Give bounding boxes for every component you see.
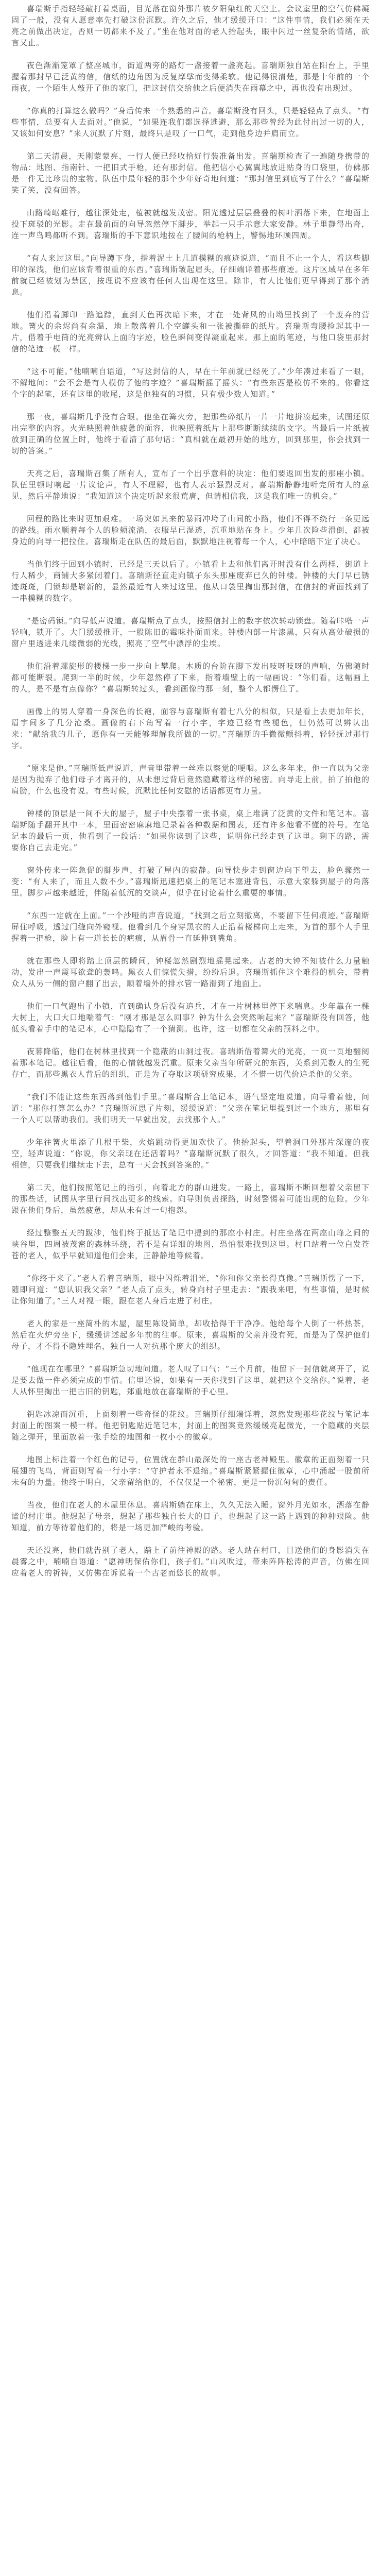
paragraph: 地图上标注着一个红色的记号，位置就在群山最深处的一座古老神殿里。徽章的正面刻着一只展翅的飞鸟，背面则写着一行小字：“守护者永不退缩。”喜瑞斯紧紧握住徽章，心中涌起一股前所未有的力量。他终于明白，父亲留给他的，不仅仅是一个秘密，更是一份沉甸甸的责任。 — [11, 1455, 370, 1487]
paragraph: “你真的打算这么做吗？”身后传来一个熟悉的声音。喜瑞斯没有回头，只是轻轻点了点头。“有些事情，总要有人去面对。”他说，“如果连我们都选择逃避，那么那些曾经为此付出过一切的人，又该如何安息？”来人沉默了片刻，最终只是叹了一口气，走到他身边并肩而立。 — [11, 106, 370, 138]
paragraph: “你终于来了。”老人看着喜瑞斯，眼中闪烁着泪光，“你和你父亲长得真像。”喜瑞斯愣了一下，随即问道：“您认识我父亲？”老人点了点头，转身向村子里走去：“跟我来吧，有些事情，是时候让你知道了。”三人对视一眼，跟在老人身后走进了村庄。 — [11, 1274, 370, 1306]
paragraph: 当夜，他们在老人的木屋里休息。喜瑞斯躺在床上，久久无法入睡。窗外月光如水，洒落在静谧的村庄里。他想起了母亲，想起了那些独自长大的日子，也想起了这一路上遇到的种种艰险。他知道，前方等待着他们的，将是一场更加严峻的考验。 — [11, 1500, 370, 1532]
paragraph: 天还没亮，他们就告别了老人，踏上了前往神殿的路。老人站在村口，目送他们的身影消失在晨雾之中，喃喃自语道：“愿神明保佑你们，孩子们。”山风吹过，带来阵阵松涛的声音，仿佛在回应着老人的祈祷，又仿佛在诉说着一个古老而悠长的故事。 — [11, 1546, 370, 1578]
paragraph: 回程的路比来时更加艰难。一场突如其来的暴雨冲垮了山间的小路，他们不得不绕行一条更远的路线。雨水顺着每个人的脸颊流淌，衣服早已湿透，沉重地贴在身上。少年几次险些滑倒，都被身边的向导一把拉住。喜瑞斯走在队伍的最后面，默默地注视着每一个人，心中暗暗下定了决心。 — [11, 514, 370, 546]
paragraph: 经过整整五天的跋涉，他们终于抵达了笔记中提到的那座小村庄。村庄坐落在两座山峰之间的峡谷里，四周被茂密的森林环绕，若不是有详细的地图，恐怕很难找到这里。村口站着一位白发苍苍的老人，似乎早就知道他们会来，正静静地等候着。 — [11, 1228, 370, 1260]
paragraph: 第二天清晨，天刚蒙蒙亮，一行人便已经收拾好行装准备出发。喜瑞斯检查了一遍随身携带的物品：地图、指南针、一把旧式手枪，还有那封信。他把信小心翼翼地放进贴身的口袋里，仿佛那是一件无比珍贵的宝物。队伍中最年轻的那个少年好奇地问道：“那封信里到底写了什么？”喜瑞斯笑了笑，没有回答。 — [11, 151, 370, 195]
paragraph: 山路崎岖难行，越往深处走，植被就越发茂密。阳光透过层层叠叠的树叶洒落下来，在地面上投下斑驳的光影。走在最前面的向导忽然停下脚步，举起一只手示意大家安静。林子里静得出奇，连一声鸟鸣都听不到。喜瑞斯的手下意识地按在了腰间的枪柄上，警惕地环顾四周。 — [11, 208, 370, 240]
paragraph: 画像上的男人穿着一身深色的长袍，面容与喜瑞斯有着七八分的相似，只是看上去更加年长，眉宇间多了几分沧桑。画像的右下角写着一行小字，字迹已经有些褪色，但仍然可以辨认出来：“献给我的儿子，愿你有一天能够理解我所做的一切。”喜瑞斯的手微微颤抖着，轻轻抚过那行字。 — [11, 707, 370, 750]
paragraph: “这不可能。”他喃喃自语道，“写这封信的人，早在十年前就已经死了。”少年凑过来看了一眼，不解地问：“会不会是有人模仿了他的字迹？”喜瑞斯摇了摇头：“有些东西是模仿不来的。你看这个字的起笔，还有这里的收尾，这是他独有的习惯，只有极少数人知道。” — [11, 367, 370, 399]
paragraph: “我们不能让这些东西落到他们手里。”喜瑞斯合上笔记本，语气坚定地说道。向导看着他，问道：“那你打算怎么办？”喜瑞斯沉思了片刻，缓缓说道：“父亲在笔记里提到过一个地方，那里有一个人可以帮助我们。我们明天一早就出发，去找那个人。” — [11, 1092, 370, 1124]
paragraph: 那一夜，喜瑞斯几乎没有合眼。他坐在篝火旁，把那些碎纸片一片一片地拼凑起来，试图还原出完整的内容。火光映照着他疲惫的面容，也映照着纸片上那些断断续续的文字。当最后一片纸被放到正确的位置上时，他终于看清了那句话：“真相就在最初开始的地方，回到那里，你会找到一切的答案。” — [11, 412, 370, 455]
paragraph: 他们沿着螺旋形的楼梯一步一步向上攀爬。木质的台阶在脚下发出吱呀吱呀的声响，仿佛随时都可能断裂。爬到一半的时候，少年忽然停了下来，指着墙壁上的一幅画说：“你们看，这幅画上的人，是不是有点像你？”喜瑞斯转过头，看到画像的那一刻，整个人都愣住了。 — [11, 662, 370, 693]
paragraph: 就在那些人即将踏上顶层的瞬间，钟楼忽然剧烈地摇晃起来。古老的大钟不知被什么力量触动，发出一声震耳欲聋的轰鸣。黑衣人们惊慌失措，纷纷后退。喜瑞斯抓住这个难得的机会，带着众人从另一侧的窗户翻了出去，顺着墙外的排水管一路滑到了地面上。 — [11, 956, 370, 988]
paragraph: 喜瑞斯手指轻轻敲打着桌面，目光落在窗外那片被夕阳染红的天空上。会议室里的空气仿佛凝固了一般，没有人愿意率先打破这份沉默。许久之后，他才缓缓开口：“这件事情，我们必须在天亮之前做出决定，否则一切都来不及了。”坐在他对面的老人抬起头，眼中闪过一丝复杂的情绪，欲言又止。 — [11, 4, 370, 47]
paragraph: 老人的家是一座简朴的木屋，屋里陈设简单，却收拾得干干净净。他给每个人倒了一杯热茶，然后在火炉旁坐下，缓缓讲述起多年前的往事。原来，喜瑞斯的父亲并没有死，而是为了保护他们母子，才不得不隐姓埋名，独自一人对抗那个庞大的组织。 — [11, 1319, 370, 1351]
paragraph: “东西一定就在上面。”一个沙哑的声音说道，“找到之后立刻撤离，不要留下任何痕迹。”喜瑞斯屏住呼吸，透过门缝向外窥视。他看到几个身穿黑衣的人正沿着楼梯向上走来，为首的那个人手里握着一把枪，脸上有一道长长的疤痕，从眉骨一直延伸到嘴角。 — [11, 911, 370, 943]
paragraph: “原来是他。”喜瑞斯低声说道，声音里带着一丝难以察觉的哽咽。这么多年来，他一直以为父亲是因为抛弃了他们母子才离开的，从未想过背后竟然隐藏着这样的秘密。向导走上前，拍了拍他的肩膀，什么也没有说。有些时候，沉默比任何安慰的话语都更有力量。 — [11, 764, 370, 795]
paragraph: “有人来过这里。”向导蹲下身，指着泥土上几道模糊的痕迹说道，“而且不止一个人，看这些脚印的深浅，他们应该背着很重的东西。”喜瑞斯皱起眉头，仔细端详着那些痕迹。这片区域早在多年前就已经被划为禁区，按理说不应该有任何人出现在这里。除非，有人比他们更早得到了那个消息。 — [11, 253, 370, 297]
paragraph: 夜幕降临，他们在树林里找到一个隐蔽的山洞过夜。喜瑞斯借着篝火的光亮，一页一页地翻阅着那本笔记。越往后看，他的心情就越发沉重。原来父亲当年所研究的东西，关系到无数人的生死存亡，而那些黑衣人背后的组织，正是为了夺取这项研究成果，才不惜一切代价追杀他的父亲。 — [11, 1047, 370, 1079]
paragraph: 窗外传来一阵急促的脚步声，打破了屋内的寂静。向导快步走到窗边向下望去，脸色骤然一变：“有人来了，而且人数不少。”喜瑞斯迅速把桌上的笔记本塞进背包，示意大家躲到屋子的角落里。脚步声越来越近，伴随着低沉的交谈声，似乎在讨论着什么重要的事情。 — [11, 866, 370, 897]
paragraph: “是密码锁。”向导低声说道。喜瑞斯点了点头，按照信封上的数字依次转动锁盘。随着咔嗒一声轻响，锁开了。大门缓缓推开，一股陈旧的霉味扑面而来。钟楼内部一片漆黑，只有从高处破损的窗户里透进来几缕微弱的光线，照亮了空气中漂浮的尘埃。 — [11, 616, 370, 648]
paragraph: 他们沿着脚印一路追踪，直到天色再次暗下来，才在一处背风的山坳里找到了一个废弃的营地。篝火的余烬尚有余温，地上散落着几个空罐头和一张被撕碎的纸片。喜瑞斯弯腰捡起其中一片，借着手电筒的光亮辨认上面的字迹，脸色瞬间变得凝重起来。那上面的笔迹，与他口袋里那封信的笔迹一模一样。 — [11, 310, 370, 353]
paragraph: 夜色渐渐笼罩了整座城市，街道两旁的路灯一盏接着一盏亮起。喜瑞斯独自站在阳台上，手里握着那封早已泛黄的信，信纸的边角因为反复摩挲而变得柔软。他记得很清楚，那是十年前的一个雨夜，一个陌生人敲开了他的家门，把这封信交给他之后便消失在雨幕之中，再也没有出现过。 — [11, 61, 370, 93]
paragraph: 他们一口气跑出了小镇，直到确认身后没有追兵，才在一片树林里停下来喘息。少年靠在一棵大树上，大口大口地喘着气：“刚才那是怎么回事？钟为什么会突然响起来？”喜瑞斯没有回答，他低头看着手中的笔记本，心中隐隐有了一个猜测。也许，这一切都在父亲的预料之中。 — [11, 1002, 370, 1033]
paragraph: 天亮之后，喜瑞斯召集了所有人，宣布了一个出乎意料的决定：他们要返回出发的那座小镇。队伍里顿时响起一片议论声，有人不理解，也有人表示强烈反对。喜瑞斯静静地听完所有人的意见，然后平静地说：“我知道这个决定听起来很荒唐，但请相信我，这是我们唯一的机会。” — [11, 469, 370, 501]
paragraph: 少年往篝火里添了几根干柴，火焰跳动得更加欢快了。他抬起头，望着洞口外那片深邃的夜空，轻声说道：“你说，你父亲现在还活着吗？”喜瑞斯沉默了很久，才回答道：“我不知道。但我相信，只要我们继续走下去，总有一天会找到答案的。” — [11, 1138, 370, 1170]
paragraph: 钥匙冰凉而沉重，上面刻着一些奇怪的花纹。喜瑞斯仔细端详着，忽然发现那些花纹与笔记本封面上的图案一模一样。他把钥匙贴近笔记本，封面上的图案竟然缓缓亮起微光，一个隐藏的夹层随之弹开，里面放着一张手绘的地图和一枚小小的徽章。 — [11, 1410, 370, 1442]
paragraph: 钟楼的顶层是一间不大的屋子，屋子中央摆着一张书桌，桌上堆满了泛黄的文件和笔记本。喜瑞斯随手翻开其中一本，里面密密麻麻地记录着各种数据和图表，还有许多他看不懂的符号。在笔记本的最后一页，他看到了一段话：“如果你读到了这些，说明你已经走到了这里。剩下的路，需要你自己去走完。” — [11, 809, 370, 852]
paragraph: “他现在在哪里？”喜瑞斯急切地问道。老人叹了口气：“三个月前，他留下一封信就离开了，说是要去做一件必须完成的事情。信里还说，如果有一天你找到了这里，就把这个交给你。”说着，老人从怀里掏出一把古旧的钥匙，郑重地放在喜瑞斯的手心里。 — [11, 1364, 370, 1396]
paragraph: 第二天，他们按照笔记上的指引，向着北方的群山进发。一路上，喜瑞斯不断回想着父亲留下的那些话，试图从字里行间找出更多的线索。向导则负责探路，时刻警惕着可能出现的危险。少年跟在他们身后，虽然疲惫，却从未有过一句抱怨。 — [11, 1183, 370, 1215]
paragraph: 当他们终于回到小镇时，已经是三天以后了。小镇看上去和他们离开时没有什么两样，街道上行人稀少，商铺大多紧闭着门。喜瑞斯径直走向镇子东头那座废弃已久的钟楼。钟楼的大门早已锈迹斑斑，门锁却是崭新的，显然最近有人来过这里。他从口袋里掏出那封信，在信封的背面找到了一串模糊的数字。 — [11, 560, 370, 603]
